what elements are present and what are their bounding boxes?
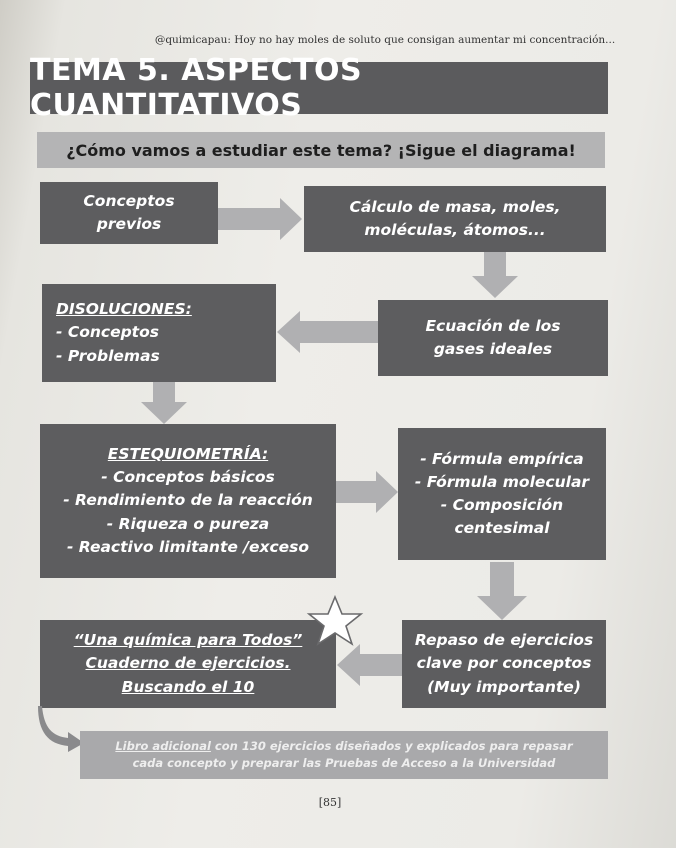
arrow-right-1: [218, 196, 304, 242]
repaso-line1: Repaso de ejercicios: [414, 631, 594, 650]
estequiometria-item-1: - Conceptos básicos: [101, 468, 275, 487]
page-title: TEMA 5. ASPECTOS CUANTITATIVOS: [30, 62, 608, 114]
page-number: [85]: [318, 796, 342, 809]
header-quote: @quimicapau: Hoy no hay moles de soluto que consigan aumentar mi concentración...: [154, 34, 616, 46]
libro-line3: Buscando el 10: [121, 677, 255, 696]
footer-note-underlined: Libro adicional: [115, 738, 211, 753]
libro-line1: “Una química para Todos”: [73, 631, 303, 650]
estequiometria-item-3: - Riqueza o pureza: [106, 514, 270, 533]
box-repaso: [402, 620, 606, 708]
formula-item-2: - Fórmula molecular: [414, 472, 590, 491]
formula-item-3: - Composición: [440, 496, 564, 514]
footer-note-line2: cada concepto y preparar las Pruebas de Acceso a la Universidad: [132, 756, 556, 770]
libro-line2: Cuaderno de ejercicios.: [85, 654, 291, 673]
formula-item-4: centesimal: [454, 519, 550, 538]
box-conceptos-line1: Conceptos: [83, 191, 175, 210]
box-disoluciones: [42, 284, 276, 382]
repaso-line3: (Muy importante): [427, 677, 581, 696]
arrow-down-3: [476, 562, 528, 622]
disoluciones-item-1: - Conceptos: [56, 323, 159, 342]
box-conceptos-line2: previos: [96, 215, 162, 233]
arrow-right-2: [336, 470, 400, 514]
subtitle-bar: ¿Cómo vamos a estudiar este tema? ¡Sigue el diagrama!: [37, 132, 605, 168]
arrow-down-1: [471, 252, 519, 300]
box-calculo: [304, 186, 606, 252]
box-calculo-line2: moléculas, átomos...: [364, 221, 546, 239]
box-estequiometria: [40, 424, 336, 578]
box-gases-line2: gases ideales: [433, 340, 553, 358]
estequiometria-item-2: - Rendimiento de la reacción: [63, 491, 313, 510]
footer-note: [80, 731, 608, 779]
arrow-left-1: [276, 310, 380, 354]
arrow-left-2: [336, 643, 404, 687]
estequiometria-item-4: - Reactivo limitante /exceso: [66, 537, 310, 556]
repaso-line2: clave por conceptos: [416, 654, 592, 673]
footer-note-rest: con 130 ejercicios diseñados y explicados para repasar: [210, 738, 573, 753]
footer-note-line1: [115, 738, 572, 755]
disoluciones-item-2: - Problemas: [56, 346, 160, 365]
star-icon: [306, 595, 364, 647]
disoluciones-heading: DISOLUCIONES:: [56, 300, 192, 319]
estequiometria-heading: ESTEQUIOMETRÍA:: [107, 444, 269, 463]
box-formula: [398, 428, 606, 560]
box-libro-ejercicios: [40, 620, 336, 708]
box-gases-line1: Ecuación de los: [425, 316, 561, 335]
box-calculo-line1: Cálculo de masa, moles,: [349, 197, 561, 216]
box-gases-ideales: [378, 300, 608, 376]
formula-item-1: - Fórmula empírica: [420, 449, 584, 468]
box-conceptos-previos: [40, 182, 218, 244]
arrow-down-2: [140, 382, 188, 426]
